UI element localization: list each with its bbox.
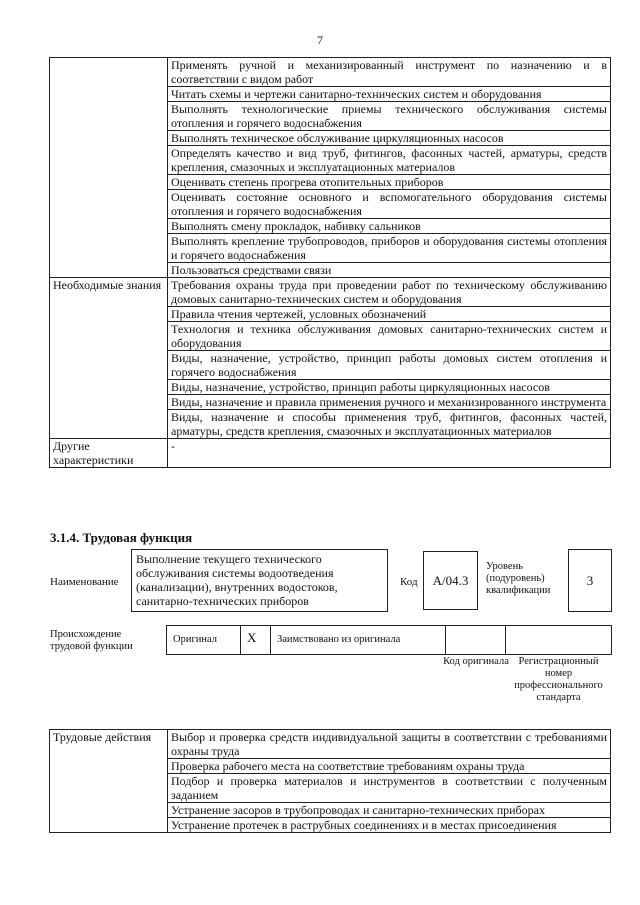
registration-caption: Регистрационный номер профессионального стандарта bbox=[514, 656, 603, 703]
row-item: Устранение засоров в трубопроводах и санитарно-технических приборах bbox=[168, 803, 611, 818]
row-item: Выполнять технологические приемы технического обслуживания системы отопления и горячего водоснабжения bbox=[168, 102, 611, 131]
name-label: Наименование bbox=[50, 576, 119, 588]
code-box bbox=[423, 551, 478, 610]
row-item: Устранение протечек в раструбных соединениях и в местах присоединения bbox=[168, 818, 611, 833]
row-item: Выполнять техническое обслуживание циркуляционных насосов bbox=[168, 131, 611, 146]
row-item: Определять качество и вид труб, фитингов, фасонных частей, арматуры, средств крепления, смазочных и эксплуатационных материалов bbox=[168, 146, 611, 175]
level-box bbox=[568, 549, 612, 612]
row-item: Требования охраны труда при проведении работ по техническому обслуживанию домовых санитарно-технических систем и оборудования bbox=[168, 278, 611, 307]
original-mark: X bbox=[247, 630, 257, 645]
row-item: Виды, назначение, устройство, принцип работы домовых систем отопления и горячего водоснабжения bbox=[168, 351, 611, 380]
row-item: Виды, назначение, устройство, принцип работы циркуляционных насосов bbox=[168, 380, 611, 395]
row-item: Пользоваться средствами связи bbox=[168, 263, 611, 278]
row-item: Оценивать состояние основного и вспомогательного оборудования системы отопления и горячего водоснабжения bbox=[168, 190, 611, 219]
page-number: 7 bbox=[317, 33, 323, 47]
row-item: Виды, назначение и правила применения ручного и механизированного инструмента bbox=[168, 395, 611, 410]
table-row bbox=[50, 730, 611, 759]
row-item: Виды, назначение и способы применения труб, фитингов, фасонных частей, арматуры, средств крепления, смазочных и эксплуатационных материалов bbox=[168, 410, 611, 439]
borrowed-label: Заимствовано из оригинала bbox=[277, 634, 401, 645]
code-value: A/04.3 bbox=[432, 572, 469, 588]
table-row bbox=[50, 58, 611, 87]
code-label: Код bbox=[400, 576, 418, 588]
row-label: Другие характеристики bbox=[50, 439, 168, 468]
original-label: Оригинал bbox=[173, 634, 217, 645]
level-label: Уровень (подуровень) квалификации bbox=[486, 561, 551, 596]
skills-knowledge-table bbox=[49, 57, 611, 468]
code-original-caption: Код оригинала bbox=[443, 656, 509, 667]
table-row bbox=[50, 439, 611, 468]
level-value: 3 bbox=[586, 572, 594, 588]
origin-row bbox=[166, 625, 612, 655]
row-item: Оценивать степень прогрева отопительных приборов bbox=[168, 175, 611, 190]
row-label: Трудовые действия bbox=[50, 730, 168, 833]
row-item: Выполнять смену прокладок, набивку сальников bbox=[168, 219, 611, 234]
row-item: - bbox=[168, 439, 611, 468]
row-item: Выбор и проверка средств индивидуальной защиты в соответствии с требованиями охраны труда bbox=[168, 730, 611, 759]
table-row bbox=[50, 278, 611, 307]
row-item: Правила чтения чертежей, условных обозначений bbox=[168, 307, 611, 322]
section-title: 3.1.4. Трудовая функция bbox=[50, 530, 193, 545]
row-label bbox=[50, 58, 168, 278]
row-item: Проверка рабочего места на соответствие требованиям охраны труда bbox=[168, 759, 611, 774]
origin-label: Происхождение трудовой функции bbox=[50, 629, 133, 652]
row-item: Подбор и проверка материалов и инструментов в соответствии с полученным заданием bbox=[168, 774, 611, 803]
function-name-box bbox=[131, 549, 388, 612]
row-item: Технология и техника обслуживания домовых санитарно-технических систем и оборудования bbox=[168, 322, 611, 351]
row-item: Применять ручной и механизированный инструмент по назначению и в соответствии с видом работ bbox=[168, 58, 611, 87]
labor-actions-table bbox=[49, 729, 611, 833]
row-label: Необходимые знания bbox=[50, 278, 168, 439]
function-name-value: Выполнение текущего технического обслуживания системы водоотведения (канализации), внутренних водостоков, санитарно-технических приборов bbox=[136, 552, 338, 608]
row-item: Выполнять крепление трубопроводов, приборов и оборудования системы отопления и горячего водоснабжения bbox=[168, 234, 611, 263]
row-item: Читать схемы и чертежи санитарно-технических систем и оборудования bbox=[168, 87, 611, 102]
